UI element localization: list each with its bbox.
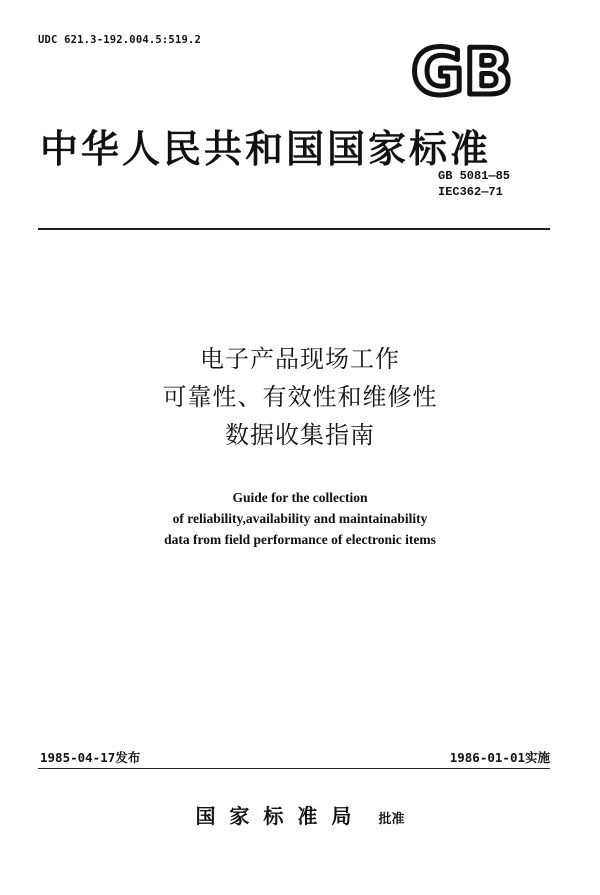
iec-number: IEC362—71 xyxy=(438,185,503,199)
chinese-title-line: 电子产品现场工作 xyxy=(200,345,400,373)
udc-number: UDC 621.3-192.004.5:519.2 xyxy=(38,34,202,46)
footer-divider xyxy=(38,768,550,769)
approve-label: 批准 xyxy=(378,812,405,827)
gb-logo xyxy=(400,40,524,102)
national-standard-title: 中华人民共和国国家标准 xyxy=(40,127,492,171)
chinese-title xyxy=(0,340,600,454)
gb-logo-text: GB xyxy=(411,40,513,102)
effective-date: 1986-01-01实施 xyxy=(449,750,550,765)
standard-number: GB 5081—85 xyxy=(438,169,511,183)
chinese-title-line: 数据收集指南 xyxy=(225,421,375,449)
issuing-authority: 国家标准局 xyxy=(195,804,366,828)
chinese-title-line: 可靠性、有效性和维修性 xyxy=(162,383,438,411)
standard-codes xyxy=(438,168,510,200)
approval-line xyxy=(0,800,600,829)
header-divider xyxy=(38,228,550,230)
english-title-line: of reliability,availability and maintainability xyxy=(172,511,428,526)
english-title-line: data from field performance of electronic items xyxy=(164,532,436,547)
english-title-line: Guide for the collection xyxy=(232,490,368,505)
publish-date: 1985-04-17发布 xyxy=(40,750,141,765)
english-title xyxy=(0,487,600,550)
